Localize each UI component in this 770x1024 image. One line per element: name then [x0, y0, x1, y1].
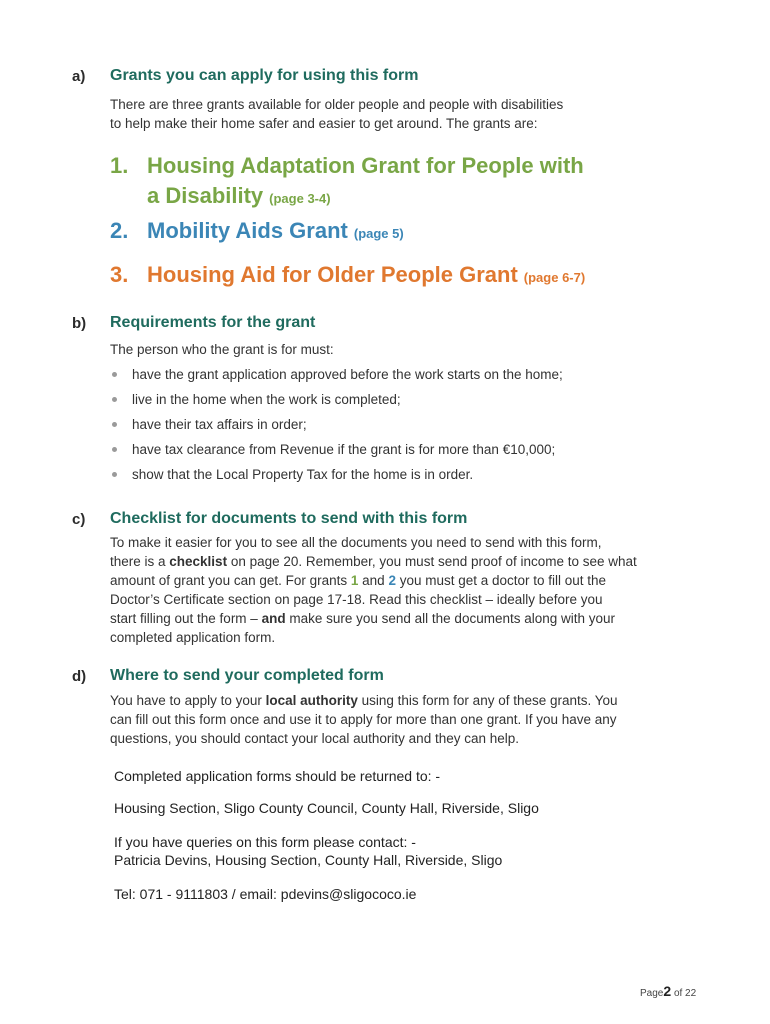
section-a-heading: Grants you can apply for using this form [110, 67, 419, 84]
returned-to-text: Completed application forms should be returned to: - [114, 768, 441, 784]
section-c-body [110, 533, 700, 647]
bullet-icon [112, 372, 117, 377]
grant-2-title: Mobility Aids Grant [147, 218, 348, 243]
grant-3 [110, 260, 585, 293]
section-d-body [110, 691, 700, 748]
section-c-line3: amount of grant you can get. For grants 1 and 2 you must get a doctor to fill out the [110, 573, 607, 588]
bullet-icon [112, 447, 117, 452]
section-a-intro [110, 95, 700, 133]
local-authority-bold: local authority [265, 693, 358, 708]
section-d-line3: questions, you should contact your local authority and they can help. [110, 731, 520, 746]
list-item [110, 440, 563, 465]
list-item-text: have their tax affairs in order; [132, 417, 307, 432]
page-footer [640, 983, 696, 999]
section-d-line1: You have to apply to your local authority using this form for any of these grants. You [110, 693, 618, 708]
section-b-heading: Requirements for the grant [110, 314, 316, 331]
section-b-letter: b) [72, 315, 87, 332]
list-item-text: have tax clearance from Revenue if the grant is for more than €10,000; [132, 442, 556, 457]
tel-email-text: Tel: 071 - 9111803 / email: pdevins@sligococo.ie [114, 886, 417, 902]
section-a-intro-line2: to help make their home safer and easier to get around. The grants are: [110, 116, 538, 131]
page-label: Page [640, 988, 664, 999]
bullet-icon [112, 472, 117, 477]
list-item-text: have the grant application approved before the work starts on the home; [132, 367, 563, 382]
section-c-line4: Doctor’s Certificate section on page 17-18. Read this checklist – ideally before you [110, 592, 603, 607]
queries-text: If you have queries on this form please contact: - [114, 834, 416, 850]
section-c-line2: there is a checklist on page 20. Remember, you must send proof of income to see what [110, 554, 637, 569]
grant-2-pages: (page 5) [353, 226, 404, 241]
grant-3-number: 3. [110, 262, 129, 287]
list-item [110, 390, 563, 415]
section-c-line6: completed application form. [110, 630, 276, 645]
list-item [110, 465, 563, 490]
list-item-text: show that the Local Property Tax for the home is in order. [132, 467, 474, 482]
and-bold: and [261, 611, 286, 626]
section-c-line1: To make it easier for you to see all the documents you need to send with this form, [110, 535, 602, 550]
contact-person-text: Patricia Devins, Housing Section, County Hall, Riverside, Sligo [114, 852, 503, 868]
section-c-letter: c) [72, 511, 86, 528]
page-total: of 22 [673, 988, 697, 999]
bullet-icon [112, 397, 117, 402]
address-text: Housing Section, Sligo County Council, County Hall, Riverside, Sligo [114, 800, 539, 816]
grant-1-pages: (page 3-4) [269, 191, 331, 206]
section-d-heading: Where to send your completed form [110, 667, 384, 684]
grant-2 [110, 216, 404, 249]
section-b-intro: The person who the grant is for must: [110, 342, 334, 357]
page-number: 2 [663, 983, 672, 999]
grant-1-ref: 1 [350, 573, 359, 588]
grant-1 [110, 151, 584, 214]
grant-1-title-line2: a Disability [147, 183, 264, 208]
section-c-heading: Checklist for documents to send with this form [110, 510, 468, 527]
grant-3-pages: (page 6-7) [523, 270, 586, 285]
list-item [110, 415, 563, 440]
section-d-letter: d) [72, 668, 87, 685]
section-a-letter: a) [72, 68, 86, 85]
section-c-line5: start filling out the form – and make sure you send all the documents along with your [110, 611, 616, 626]
section-d-line2: can fill out this form once and use it to apply for more than one grant. If you have any [110, 712, 617, 727]
list-item [110, 365, 563, 390]
bullet-icon [112, 422, 117, 427]
checklist-bold: checklist [169, 554, 228, 569]
grant-2-number: 2. [110, 218, 129, 243]
grant-2-ref: 2 [388, 573, 396, 588]
grant-1-number: 1. [110, 153, 129, 178]
grant-3-title: Housing Aid for Older People Grant [147, 262, 518, 287]
grant-1-title-line1: Housing Adaptation Grant for People with [147, 153, 584, 178]
list-item-text: live in the home when the work is completed; [132, 392, 401, 407]
section-a-intro-line1: There are three grants available for older people and people with disabilities [110, 97, 564, 112]
